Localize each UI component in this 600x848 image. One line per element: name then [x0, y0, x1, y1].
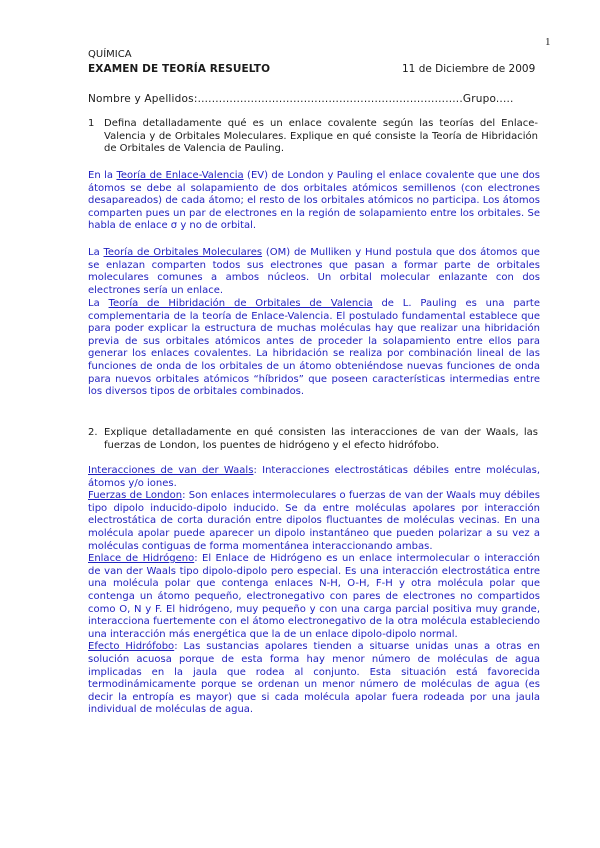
hbond-body: : El Enlace de Hidrógeno es un enlace intermolecular o interacción de van der Waals tipo dipolo-dipolo pero especial. Es una interacción electrostática entre una molécula polar que contenga enlaces N-H, O-H, F-H y otra molécula polar que contenga un átomo pequeño, electronegativo con pares de electrones no compartidos como O, N y F. El hidrógeno, muy pequeño y con una carga parcial positiva muy grande, interacciona fuertemente con el átomo electronegativo de la otra molécula estableciendo una interacción más energética que la de un enlace dipolo-dipolo normal.	[88, 553, 540, 640]
om-term: Teoría de Orbitales Moleculares	[103, 247, 263, 258]
page-number: 1	[545, 36, 551, 48]
question-2-number: 2.	[88, 427, 98, 438]
hbond-term: Enlace de Hidrógeno	[88, 553, 195, 565]
om-body: (OM) de Mulliken y Hund postula que dos átomos que se enlazan comparten todos sus electrones que pasan a formar parte de orbitales moleculares comunes a ambos núcleos. Un orbital molecular enlazante con dos electrones sería un enlace.	[88, 247, 540, 296]
exam-title: EXAMEN DE TEORÍA RESUELTO	[88, 63, 271, 75]
vdw-term: Interacciones de van der Waals	[88, 465, 254, 476]
hib-body: de L. Pauling es una parte complementaria de la teoría de Enlace-Valencia. El postulado fundamental establece que para poder explicar la estructura de muchas moléculas hay que realizar una hibridación previa de sus orbitales atómicos antes de proceder la solapamiento entre ellos para generar los enlaces covalentes. La hibridación se realiza por combinación lineal de las funciones de onda de los orbitales de un átomo obteniéndose nuevas funciones de onda para nuevos orbitales atómicos “híbridos” que poseen características intermedias entre los diversos tipos de orbitales combinados.	[88, 298, 540, 398]
london-body: : Son enlaces intermoleculares o fuerzas de van der Waals muy débiles tipo dipolo inducido-dipolo inducido. Se da entre moléculas apolares por interacción electrostática de corta duración entre dipolos fluctuantes de moléculas vecinas. En una molécula apolar puede aparecer un dipolo instantáneo que pueden polarizar a su vez a moléculas contiguas de forma momentánea interaccionando ambas.	[88, 490, 540, 552]
ev-body: (EV) de London y Pauling el enlace covalente que une dos átomos se debe al solapamiento de dos orbitales atómicos semillenos (con electrones desapareados) de cada átomo; el resto de los orbitales atómicos no participa. Los átomos comparten pues un par de electrones en la región de solapamiento entre los orbitales. Se habla de enlace σ y no de orbital.	[88, 170, 541, 232]
answer-1-valence-bond	[88, 170, 540, 233]
london-term: Fuerzas de London	[88, 490, 183, 502]
subject-label: QUÍMICA	[88, 49, 132, 60]
ev-pre: En la	[88, 170, 117, 181]
answer-2-london	[88, 490, 540, 553]
hydrophobic-term: Efecto Hidrófobo	[88, 641, 175, 653]
hydrophobic-body: : Las sustancias apolares tienden a situarse unidas unas a otras en solución acuosa porque de esta forma hay menor número de moléculas de agua implicadas en la jaula que rodea al conjunto. Esta situación está favorecida termodinámicamente porque se ordenan un menor número de moléculas de agua (es decir la entropía es mayor) que si cada molécula apolar fuera rodeada por una jaula individual de moléculas de agua.	[88, 641, 540, 716]
answer-2-hydrogen-bond	[88, 553, 540, 641]
hib-term: Teoría de Hibridación de Orbitales de Valencia	[108, 298, 373, 309]
question-2-text: Explique detalladamente en qué consisten las interacciones de van der Waals, las fuerzas de London, los puentes de hidrógeno y el efecto hidrófobo.	[104, 427, 538, 451]
answer-2-van-der-waals	[88, 465, 540, 490]
question-1-number: 1	[88, 118, 95, 129]
answer-1-hybridization	[88, 298, 540, 399]
answer-2-hydrophobic	[88, 641, 540, 717]
hib-pre: La	[88, 298, 109, 309]
question-1	[88, 118, 538, 156]
question-1-text: Defina detalladamente qué es un enlace covalente según las teorías del Enlace-Valencia y de Orbitales Moleculares. Explique en qué consiste la Teoría de Hibridación de Orbitales de Valencia de Pauling.	[104, 118, 538, 155]
answer-1-molecular-orbitals	[88, 247, 540, 297]
exam-date: 11 de Diciembre de 2009	[402, 63, 536, 75]
om-pre: La	[88, 247, 104, 258]
vdw-body: : Interacciones electrostáticas débiles entre moléculas, átomos y/o iones.	[88, 465, 541, 489]
question-2	[88, 427, 538, 452]
ev-term: Teoría de Enlace-Valencia	[116, 170, 244, 181]
answer-2	[88, 465, 540, 717]
name-group-line: Nombre y Apellidos:...........................................................................Grupo.....	[88, 93, 514, 105]
